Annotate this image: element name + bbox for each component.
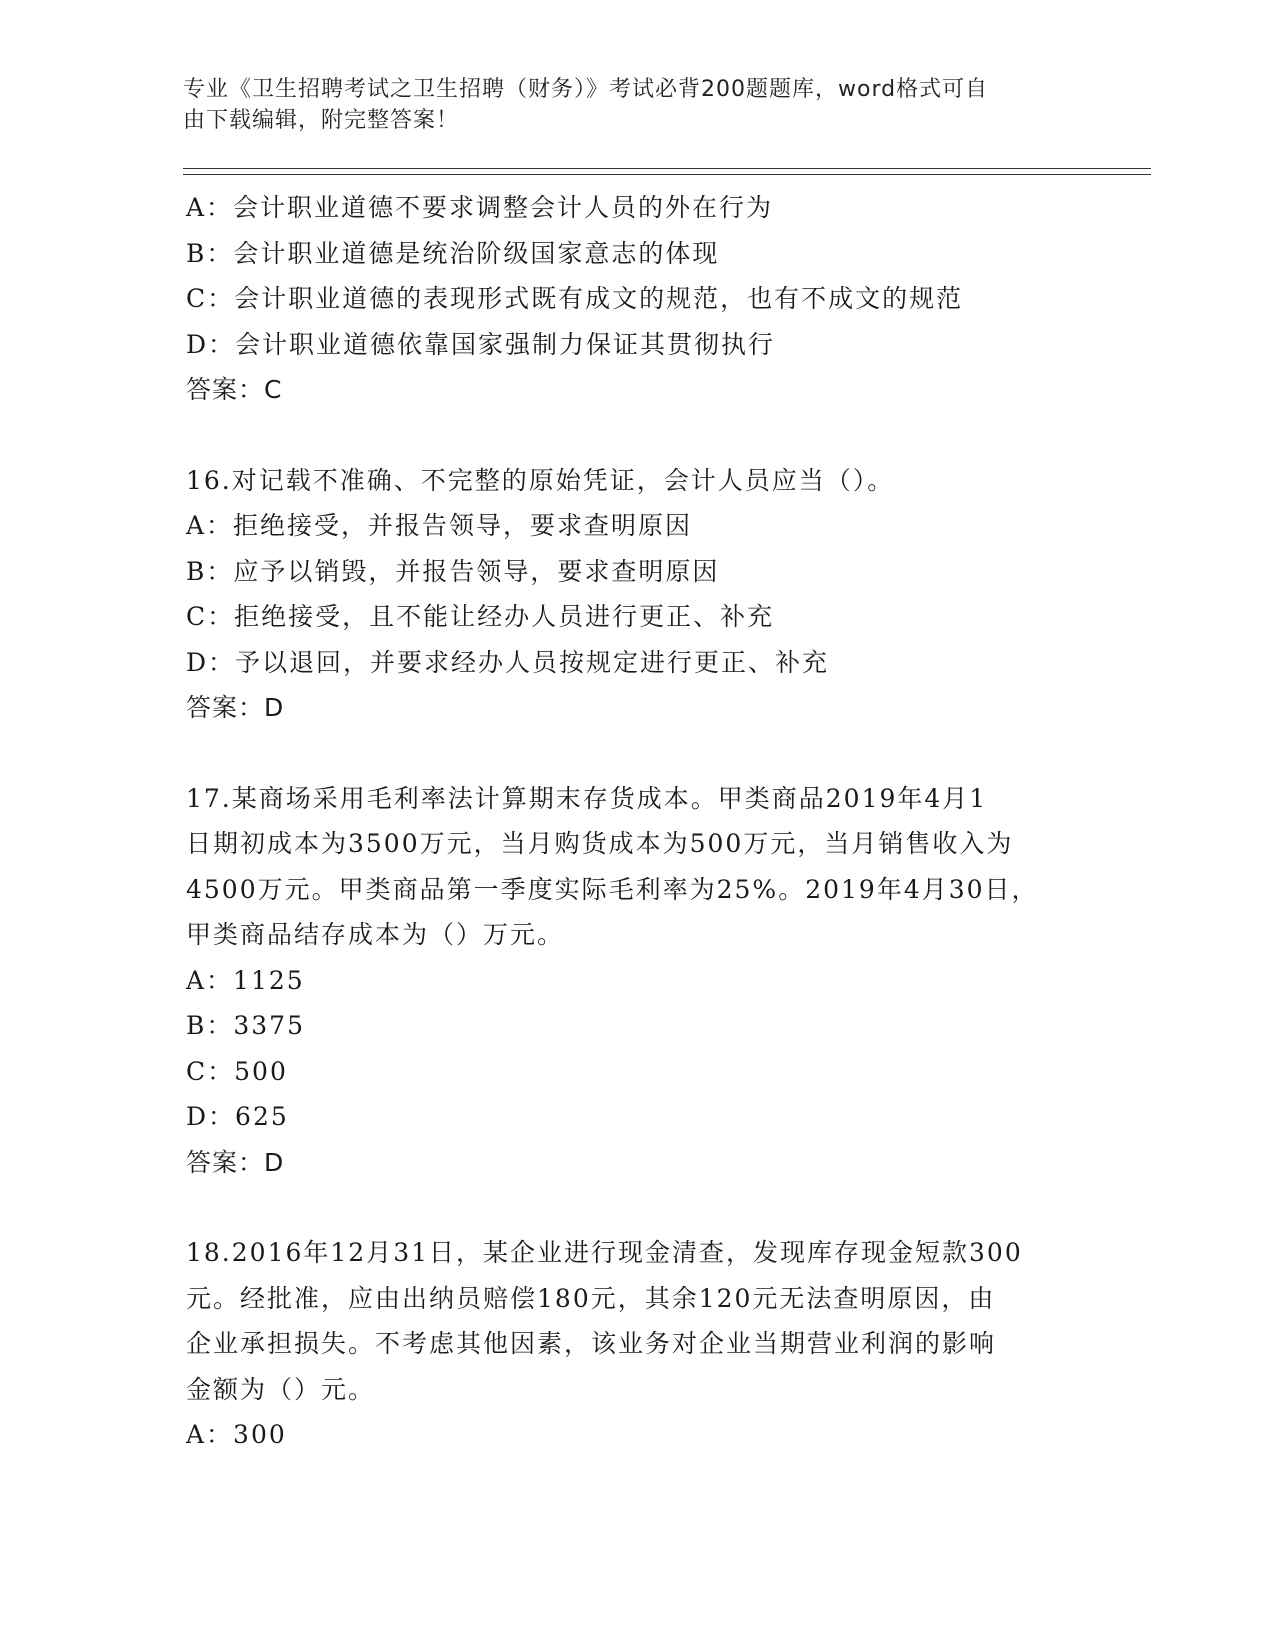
option-b: B：3375: [186, 1011, 305, 1040]
header-line-2: 由下载编辑，附完整答案！: [183, 108, 460, 133]
option-a: A：会计职业道德不要求调整会计人员的外在行为: [186, 193, 774, 222]
question-15: [186, 185, 1086, 413]
question-17: [186, 776, 1086, 1186]
question-18: [186, 1230, 1086, 1458]
document-header: [183, 74, 1063, 136]
option-a: A：拒绝接受，并报告领导，要求查明原因: [186, 511, 693, 540]
answer: 答案：D: [186, 1147, 285, 1177]
option-a: A：300: [186, 1420, 287, 1449]
spacer: [186, 413, 1086, 458]
question-16: [186, 458, 1086, 731]
option-b: B：应予以销毁，并报告领导，要求查明原因: [186, 556, 720, 586]
question-stem-line: 甲类商品结存成本为（）万元。: [186, 920, 565, 949]
question-stem-line: 元。经批准，应由出纳员赔偿180元，其余120元无法查明原因，由: [186, 1283, 996, 1313]
option-b: B：会计职业道德是统治阶级国家意志的体现: [186, 238, 720, 268]
question-stem-line: 企业承担损失。不考虑其他因素，该业务对企业当期营业利润的影响: [186, 1329, 997, 1358]
option-d: D：予以退回，并要求经办人员按规定进行更正、补充: [186, 647, 830, 677]
option-c: C：拒绝接受，且不能让经办人员进行更正、补充: [186, 602, 775, 631]
option-d: D：625: [186, 1102, 289, 1131]
header-line-1: 专业《卫生招聘考试之卫生招聘（财务）》考试必背200题题库，word格式可自: [183, 77, 989, 102]
answer: 答案：D: [186, 693, 285, 722]
spacer: [186, 1185, 1086, 1230]
header-rule-top: [183, 168, 1151, 169]
option-c: C：会计职业道德的表现形式既有成文的规范，也有不成文的规范: [186, 284, 964, 313]
option-d: D：会计职业道德依靠国家强制力保证其贯彻执行: [186, 329, 776, 359]
question-list: [186, 185, 1086, 1458]
option-a: A：1125: [186, 965, 305, 995]
header-rule-bottom: [183, 174, 1151, 175]
answer: 答案：C: [186, 375, 283, 404]
question-stem-line: 17.某商场采用毛利率法计算期末存货成本。甲类商品2019年4月1: [186, 783, 988, 813]
question-stem-line: 18.2016年12月31日，某企业进行现金清查，发现库存现金短款300: [186, 1238, 1023, 1267]
option-c: C：500: [186, 1056, 288, 1086]
question-stem-line: 金额为（）元。: [186, 1374, 376, 1404]
spacer: [186, 731, 1086, 776]
question-stem: 16.对记载不准确、不完整的原始凭证，会计人员应当（）。: [186, 465, 895, 495]
question-stem-line: 4500万元。甲类商品第一季度实际毛利率为25%。2019年4月30日，: [186, 874, 1039, 904]
question-stem-line: 日期初成本为3500万元，当月购货成本为500万元，当月销售收入为: [186, 829, 1014, 858]
